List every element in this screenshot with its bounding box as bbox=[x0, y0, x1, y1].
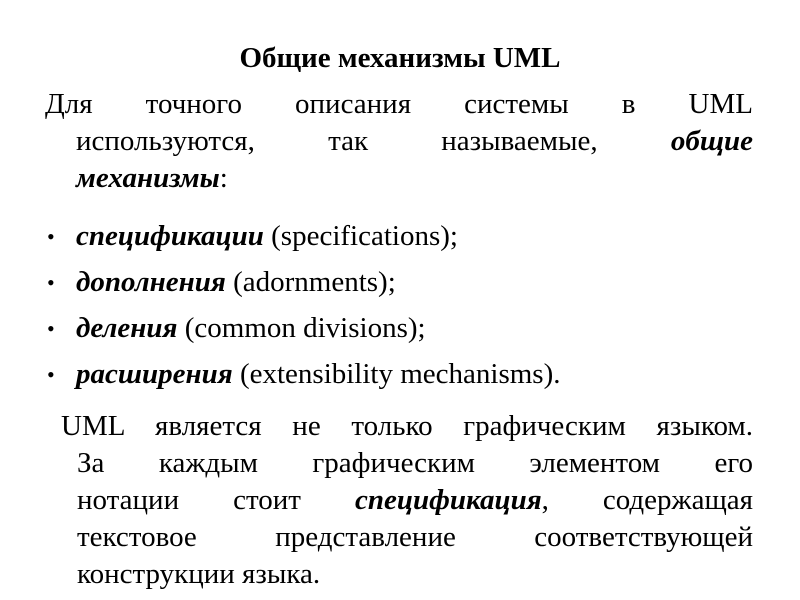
outro-emphasis-specification: спецификация bbox=[354, 484, 542, 516]
outro-continuation bbox=[47, 445, 753, 593]
list-item bbox=[45, 264, 753, 310]
list-item bbox=[45, 310, 753, 356]
intro-emphasis-mechanisms: механизмы bbox=[76, 162, 220, 194]
intro-line-2 bbox=[76, 123, 753, 160]
intro-continuation bbox=[45, 123, 753, 197]
outro-line-2: За каждым графическим элементом его bbox=[77, 447, 753, 479]
outro-line-3-end: , содержащая bbox=[541, 484, 753, 516]
bullet-icon: • bbox=[47, 224, 55, 249]
list-item bbox=[45, 356, 753, 402]
intro-line-3-colon: : bbox=[219, 162, 228, 194]
list-item-term: спецификации bbox=[76, 220, 264, 252]
outro-line-5: конструкции языка. bbox=[77, 558, 321, 590]
list-item-text: (specifications); bbox=[263, 220, 458, 252]
list-item-text: (extensibility mechanisms). bbox=[232, 358, 561, 390]
intro-line-3 bbox=[76, 160, 753, 197]
bullet-icon: • bbox=[47, 316, 55, 341]
list-item bbox=[45, 218, 753, 264]
bullet-icon: • bbox=[47, 270, 55, 295]
list-item-term: дополнения bbox=[76, 266, 226, 298]
outro-paragraph bbox=[47, 408, 753, 593]
outro-line-3 bbox=[77, 482, 753, 519]
list-item-text: (adornments); bbox=[225, 266, 396, 298]
outro-line-4: текстовое представление соответствующей bbox=[77, 521, 753, 553]
list-item-term: деления bbox=[76, 312, 178, 344]
mechanisms-list bbox=[45, 218, 753, 402]
outro-line-3-text: нотации стоит bbox=[77, 484, 301, 516]
list-item-term: расширения bbox=[76, 358, 233, 390]
intro-paragraph bbox=[45, 86, 753, 197]
slide-title: Общие механизмы UML bbox=[239, 42, 561, 74]
intro-line-2-text: используются, так называемые, bbox=[76, 125, 598, 157]
outro-line-1: UML является не только графическим языком. bbox=[61, 410, 753, 442]
bullet-icon: • bbox=[47, 362, 55, 387]
intro-line-1: Для точного описания системы в UML bbox=[45, 88, 753, 120]
intro-emphasis-general: общие bbox=[670, 125, 753, 157]
list-item-text: (common divisions); bbox=[177, 312, 426, 344]
